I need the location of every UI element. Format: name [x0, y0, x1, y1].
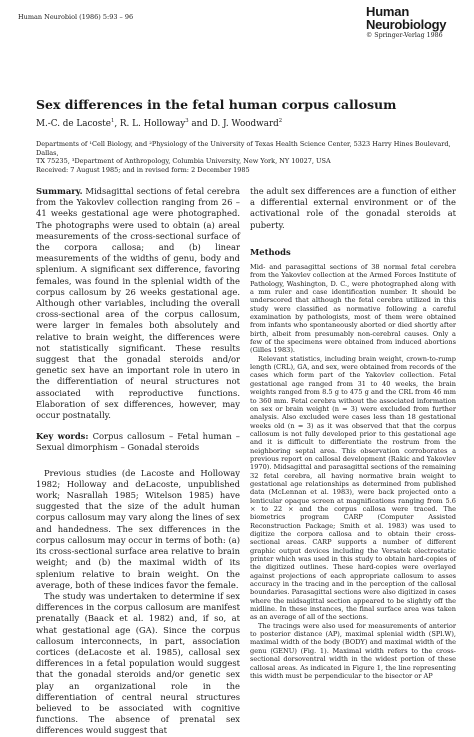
- keywords-label: Key words:: [36, 431, 89, 442]
- journal-reference: Human Neurobiol (1986) 5:93 – 96: [18, 13, 134, 21]
- summary: [36, 186, 240, 421]
- author-3: and D. J. Woodward: [188, 119, 279, 129]
- keywords-text: Corpus callosum – Fetal human – Sexual dimorphism – Gonadal steroids: [36, 431, 240, 453]
- author-list: [36, 119, 282, 129]
- methods-section: [250, 263, 456, 680]
- right-column: [250, 186, 456, 680]
- methods-paragraph-3: The tracings were also used for measurements of anterior to posterior distance (AP), maximal splenial width (SPl.W), maximal width of the body (BODY) and maximal width of the genu (GENU) (Fig. 1). Maximal width refers to the cross-sectional dorsoventral width in the widest portion of these callosal areas. As indicated in Figure 1, the line representing this width must be perpendicular to the bisector or AP: [250, 621, 456, 680]
- methods-heading: Methods: [250, 246, 291, 257]
- methods-paragraph-1: Mid- and parasagittal sections of 38 normal fetal cerebra from the Yakovlev collection at the Armed Forces Institute of Pathology, Washington, D. C., were photographed along with a mm ruler and case identification number. It should be underscored that although the fetal cerebra utilized in this study were classified as normative following a careful examination by pathologists, most of them were obtained from infants who spontaneously aborted or died shortly after birth, albeit from presumably non-cerebral causes. Only a few of the specimens were obtained from induced abortions (Gilles 1983).: [250, 263, 456, 355]
- methods-paragraph-2: Relevant statistics, including brain weight, crown-to-rump length (CRL), GA, and sex, were obtained from records of the cases which form part of the Yakovlev collection. Fetal gestational age ranged from 31 to 40 weeks, the brain weights ranged from 8.5 g to 475 g and the CRL from 46 mm to 360 mm. Fetal cerebra without the associated information on sex or brain weight (n = 3) were excluded from further analysis. Also excluded were cases less than 18 gestational weeks old (n = 3) as it was observed that that the corpus callosum is not fully developed prior to this gestational age and it is difficult to differentiate the rostrum from the neighboring septal area. This observation corroborates a previous report on callosal development (Rakic and Yakovlev 1970). Midsagittal and parasagittal sections of the remaining 32 fetal cerebra, all having normative brain weight to gestational age relationships as determined from published data (McLennan et al. 1983), were back projected onto a lenticular opaque screen at magnifications ranging from 5.6 × to 22 × and the corpus callosa were traced. The biometrics program CARP (Computer Assisted Reconstruction Package; Smith et al. 1983) was used to digitize the corpora callosa and to obtain their cross-sectional areas. CARP supports a number of different graphic output devices including the Versatek electrostatic printer which was used in this study to obtain hard-copies of the digitized outlines. These hard-copies were overlayed against projections of each appropriate callosum to asses accuracy in the tracing and in the perception of the callosal boundaries. Parasagittal sections were also digitized in cases where the midsagittal section appeared to be slightly off the midline. In these instances, the final surface area was taken as an average of all of the sections.: [250, 354, 456, 622]
- affiliations: [36, 140, 456, 166]
- left-column: [36, 186, 240, 737]
- journal-brand: [366, 6, 458, 39]
- author-1-affil: 1: [110, 118, 115, 125]
- intro-paragraph-1: Previous studies (de Lacoste and Holloway 1982; Holloway and deLacoste, unpublished work; Nasrallah 1985; Witelson 1985) have suggested that the size of the adult human corpus callosum may vary along the lines of sex and handedness. The sex differences in the corpus callosum may occur in terms of both: (a) its cross-sectional surface area relative to brain weight; and (b) the maximal width of its splenium relative to brain weight. On the average, both of these indices favor the female.: [36, 467, 240, 590]
- author-2: , R. L. Holloway: [114, 119, 186, 129]
- keywords: [36, 431, 240, 453]
- affiliation-line-2: TX 75235, ³Department of Anthropology, Columbia University, New York, NY 10027, USA: [36, 157, 331, 165]
- brand-line-1: Human: [366, 4, 410, 19]
- author-2-affil: 3: [185, 118, 189, 125]
- received-dates: Received: 7 August 1985; and in revised form: 2 December 1985: [36, 166, 250, 174]
- intro-paragraph-2: The study was undertaken to determine if sex differences in the corpus callosum are manifest prenatally (Baack et al. 1982) and, if so, at what gestational age (GA). Since the corpus callosum interconnects, in part, association cortices (deLacoste et al. 1985), callosal sex differences in a fetal population would suggest that the gonadal steroids and/or genetic sex play an organizational role in the differentiation of central neural structures believed to be associated with cognitive functions. The absence of prenatal sex differences would suggest that: [36, 590, 240, 736]
- summary-text: Midsagittal sections of fetal cerebra from the Yakovlev collection ranging from 26 – 41 weeks gestational age were photographed. The photographs were used to obtain (a) areal measurements of the cross-sectional surface of the corpora callosa; and (b) linear measurements of the widths of genu, body and splenium. A significant sex difference, favoring females, was found in the splenial width of the corpus callosum by 26 weeks gestational age. Although other variables, including the overall cross-sectional area of the corpus callosum, were larger in females both absolutely and relative to brain weight, the differences were not statistically significant. These results suggest that the gonadal steroids and/or genetic sex have an important role in utero in the differentiation of neural structures not associated with reproductive functions. Elaboration of sex differences, however, may occur postnatally.: [36, 186, 240, 421]
- continued-paragraph: the adult sex differences are a function of either a differential external environment or of the activational role of the gonadal steroids at puberty.: [250, 186, 456, 230]
- copyright: © Springer-Verlag 1986: [366, 32, 443, 39]
- author-1: M.-C. de Lacoste: [36, 119, 111, 129]
- affiliation-line-1: Departments of ¹Cell Biology, and ²Physiology of the University of Texas Health Science Center, 5323 Harry Hines Boulevard, Dallas,: [36, 140, 451, 157]
- article-title: Sex differences in the fetal human corpus callosum: [36, 97, 397, 112]
- author-3-affil: 2: [278, 118, 283, 125]
- summary-label: Summary.: [36, 186, 83, 196]
- brand-line-2: Neurobiology: [366, 17, 447, 32]
